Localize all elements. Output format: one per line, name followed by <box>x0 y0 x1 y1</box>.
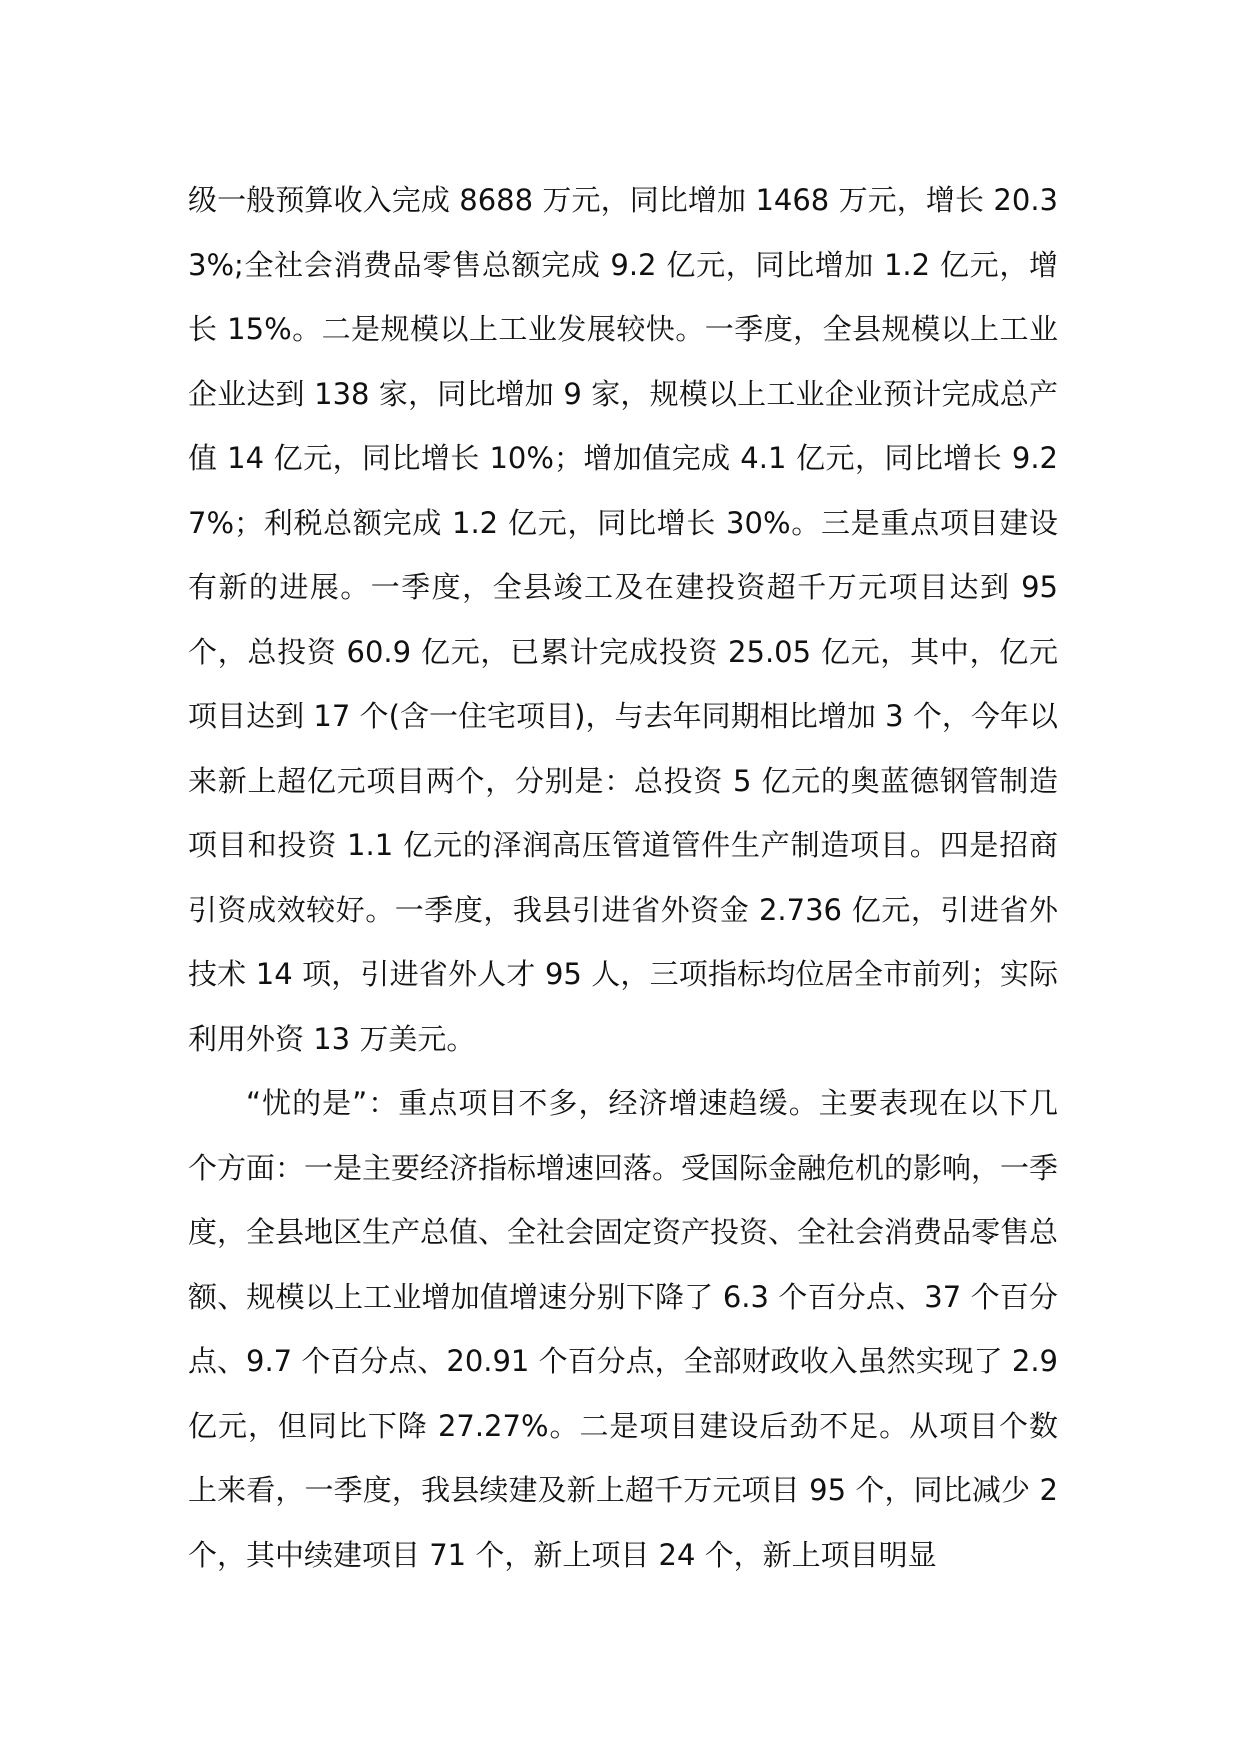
document-body <box>188 168 1058 1587</box>
paragraph-continuation: 级一般预算收入完成 8688 万元，同比增加 1468 万元，增长 20.33%;全社会消费品零售总额完成 9.2 亿元，同比增加 1.2 亿元，增长 15%。二是规模以上工业发展较快。一季度，全县规模以上工业企业达到 138 家，同比增加 9 家，规模以上工业企业预计完成总产值 14 亿元，同比增长 10%；增加值完成 4.1 亿元，同比增长 9.27%；利税总额完成 1.2 亿元，同比增长 30%。三是重点项目建设有新的进展。一季度，全县竣工及在建投资超千万元项目达到 95 个，总投资 60.9 亿元，已累计完成投资 25.05 亿元，其中，亿元项目达到 17 个(含一住宅项目)，与去年同期相比增加 3 个，今年以来新上超亿元项目两个，分别是：总投资 5 亿元的奥蓝德钢管制造项目和投资 1.1 亿元的泽润高压管道管件生产制造项目。四是招商引资成效较好。一季度，我县引进省外资金 2.736 亿元，引进省外技术 14 项，引进省外人才 95 人，三项指标均位居全市前列；实际利用外资 13 万美元。 <box>188 183 1058 1056</box>
paragraph-worries: “忧的是”：重点项目不多，经济增速趋缓。主要表现在以下几个方面：一是主要经济指标增速回落。受国际金融危机的影响，一季度，全县地区生产总值、全社会固定资产投资、全社会消费品零售总额、规模以上工业增加值增速分别下降了 6.3 个百分点、37 个百分点、9.7 个百分点、20.91 个百分点，全部财政收入虽然实现了 2.9 亿元，但同比下降 27.27%。二是项目建设后劲不足。从项目个数上来看，一季度，我县续建及新上超千万元项目 95 个，同比减少 2 个，其中续建项目 71 个，新上项目 24 个，新上项目明显 <box>188 1086 1059 1572</box>
